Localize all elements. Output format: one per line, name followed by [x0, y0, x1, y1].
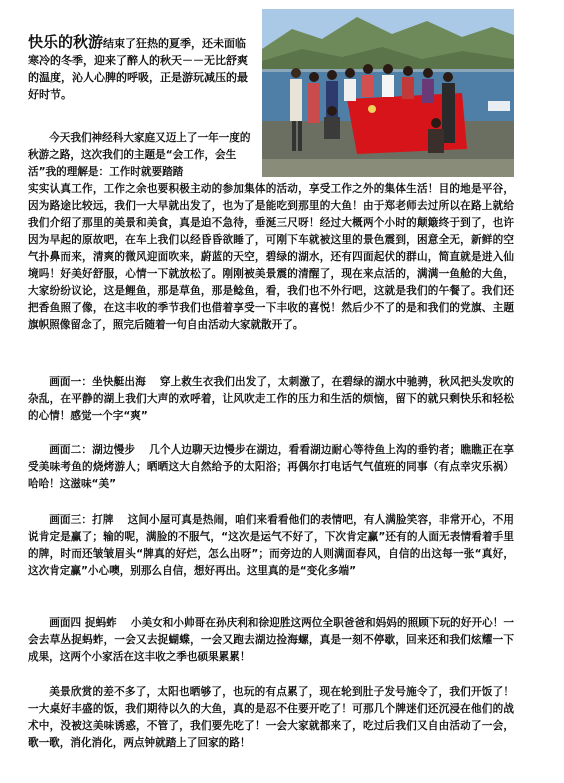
scene-1-heading: 画面一：坐快艇出海 — [49, 376, 146, 388]
closing-paragraph: 美景欣赏的差不多了，太阳也晒够了，也玩的有点累了，现在轮到肚子发号施令了，我们开饭了！一大桌好丰盛的饭，我们期待以久的大鱼，真的是忍不住要开吃了！可那几个牌迷们还沉浸在他们的战术中，没被这美味诱惑，不管了，我们要先吃了！一会大家就都来了，吃过后我们又自由活动了一会，歌一歌，消化消化，两点钟就踏上了回家的路！ — [28, 686, 514, 749]
paragraph-1-continued: 实实认真工作，工作之余也要积极主动的参加集体的活动，享受工作之外的集体生活！目的地是平谷，因为路途比较远，我们一大早就出发了，也为了是能吃到那里的大鱼！由于郑老师去过所以在路上就给我们介绍了那里的美景和美食，真是迫不急待，垂涎三尺呀！经过大概两个小时的颠簸终于到了，也许因为早起的原故吧，在车上我们以经昏昏欲睡了，可刚下车就被这里的景色震到，困意全无，新鲜的空气扑鼻而来，清爽的微风迎面吹来，蔚蓝的天空，碧绿的湖水，还有四面起伏的群山，简直就是进入仙境吗！好美好舒服，心情一下就放松了。刚刚被美景震的清醒了，现在来点活的，满满一鱼舱的大鱼，大家纷纷议论，这是鲤鱼，那是草鱼，那是鲶鱼，看，我们也不外行吧，这就是我们的午餐了。我们还把香鱼照了像，在这丰收的季节我们也借着享受一下丰收的喜悦！然后少不了的是和我们的党旗、主题旗帜照像留念了，照完后随着一句自由活动大家就散开了。 — [28, 183, 514, 331]
group-photo-image — [262, 9, 514, 177]
scene-3 — [28, 512, 514, 580]
scene-4-heading: 画面四 捉蚂蚱 — [49, 617, 117, 629]
scene-4-text: 小美女和小帅哥在孙庆利和徐迎胜这两位全职爸爸和妈妈的照顾下玩的好开心！一会去草丛捉蚂蚱，一会又去捉蝴蝶，一会又跑去湖边捡海螺，真是一刻不停歇，回来还和我们炫耀一下成果，这两个小家活在这丰收之季也硕果累累！ — [28, 617, 514, 663]
article-title: 快乐的秋游 — [28, 33, 104, 51]
scene-2-text: 几个人边聊天边慢步在湖边，看看湖边耐心等待鱼上沟的垂钓者；瞧瞧正在享受美味考鱼的烧烤游人；晒晒这大自然给予的太阳浴；再偶尔打电话气气值班的同事（有点幸灾乐祸）哈哈！这滋味“美” — [28, 444, 515, 490]
scene-2-heading: 画面二：湖边慢步 — [49, 444, 136, 456]
intro-paragraph — [28, 34, 256, 103]
paragraph-1-start: 今天我们神经科大家庭又迈上了一年一度的秋游之路，这次我们的主题是“会工作，会生活”我的理解是：工作时就要踏踏 — [28, 132, 251, 178]
group-photo — [262, 9, 514, 177]
scene-3-heading: 画面三：打牌 — [49, 514, 114, 526]
intro-text: 结束了狂热的夏季，还未面临寒冷的冬季，迎来了醉人的秋天－－无比舒爽的温度，沁人心脾的呼吸，正是游玩减压的最好时节。 — [28, 37, 248, 101]
scene-3-text: 这间小屋可真是热闹，咱们来看看他们的表情吧，有人满脸笑容，非常开心，不用说肯定是赢了；输的呢，满脸的不服气，“这次是运气不好了，下次肯定赢”还有的人面无表情看着手里的牌，时而还皱皱眉头“牌真的好烂，怎么出呀”；而旁边的人则满面春风，自信的出这每一张“真好，这次肯定赢”小心噢，别那么自信，想好再出。这里真的是“变化多端” — [28, 514, 514, 577]
scene-1 — [28, 374, 514, 425]
scene-4 — [28, 615, 514, 666]
scene-2 — [28, 442, 514, 493]
scene-1-text: 穿上救生衣我们出发了，太刺激了，在碧绿的湖水中驰骋，秋风把头发吹的杂乱，在平静的湖上我们大声的欢呼着，让风吹走工作的压力和生活的烦恼，留下的就只剩快乐和轻松的心情！感觉一个字“爽” — [28, 376, 515, 422]
